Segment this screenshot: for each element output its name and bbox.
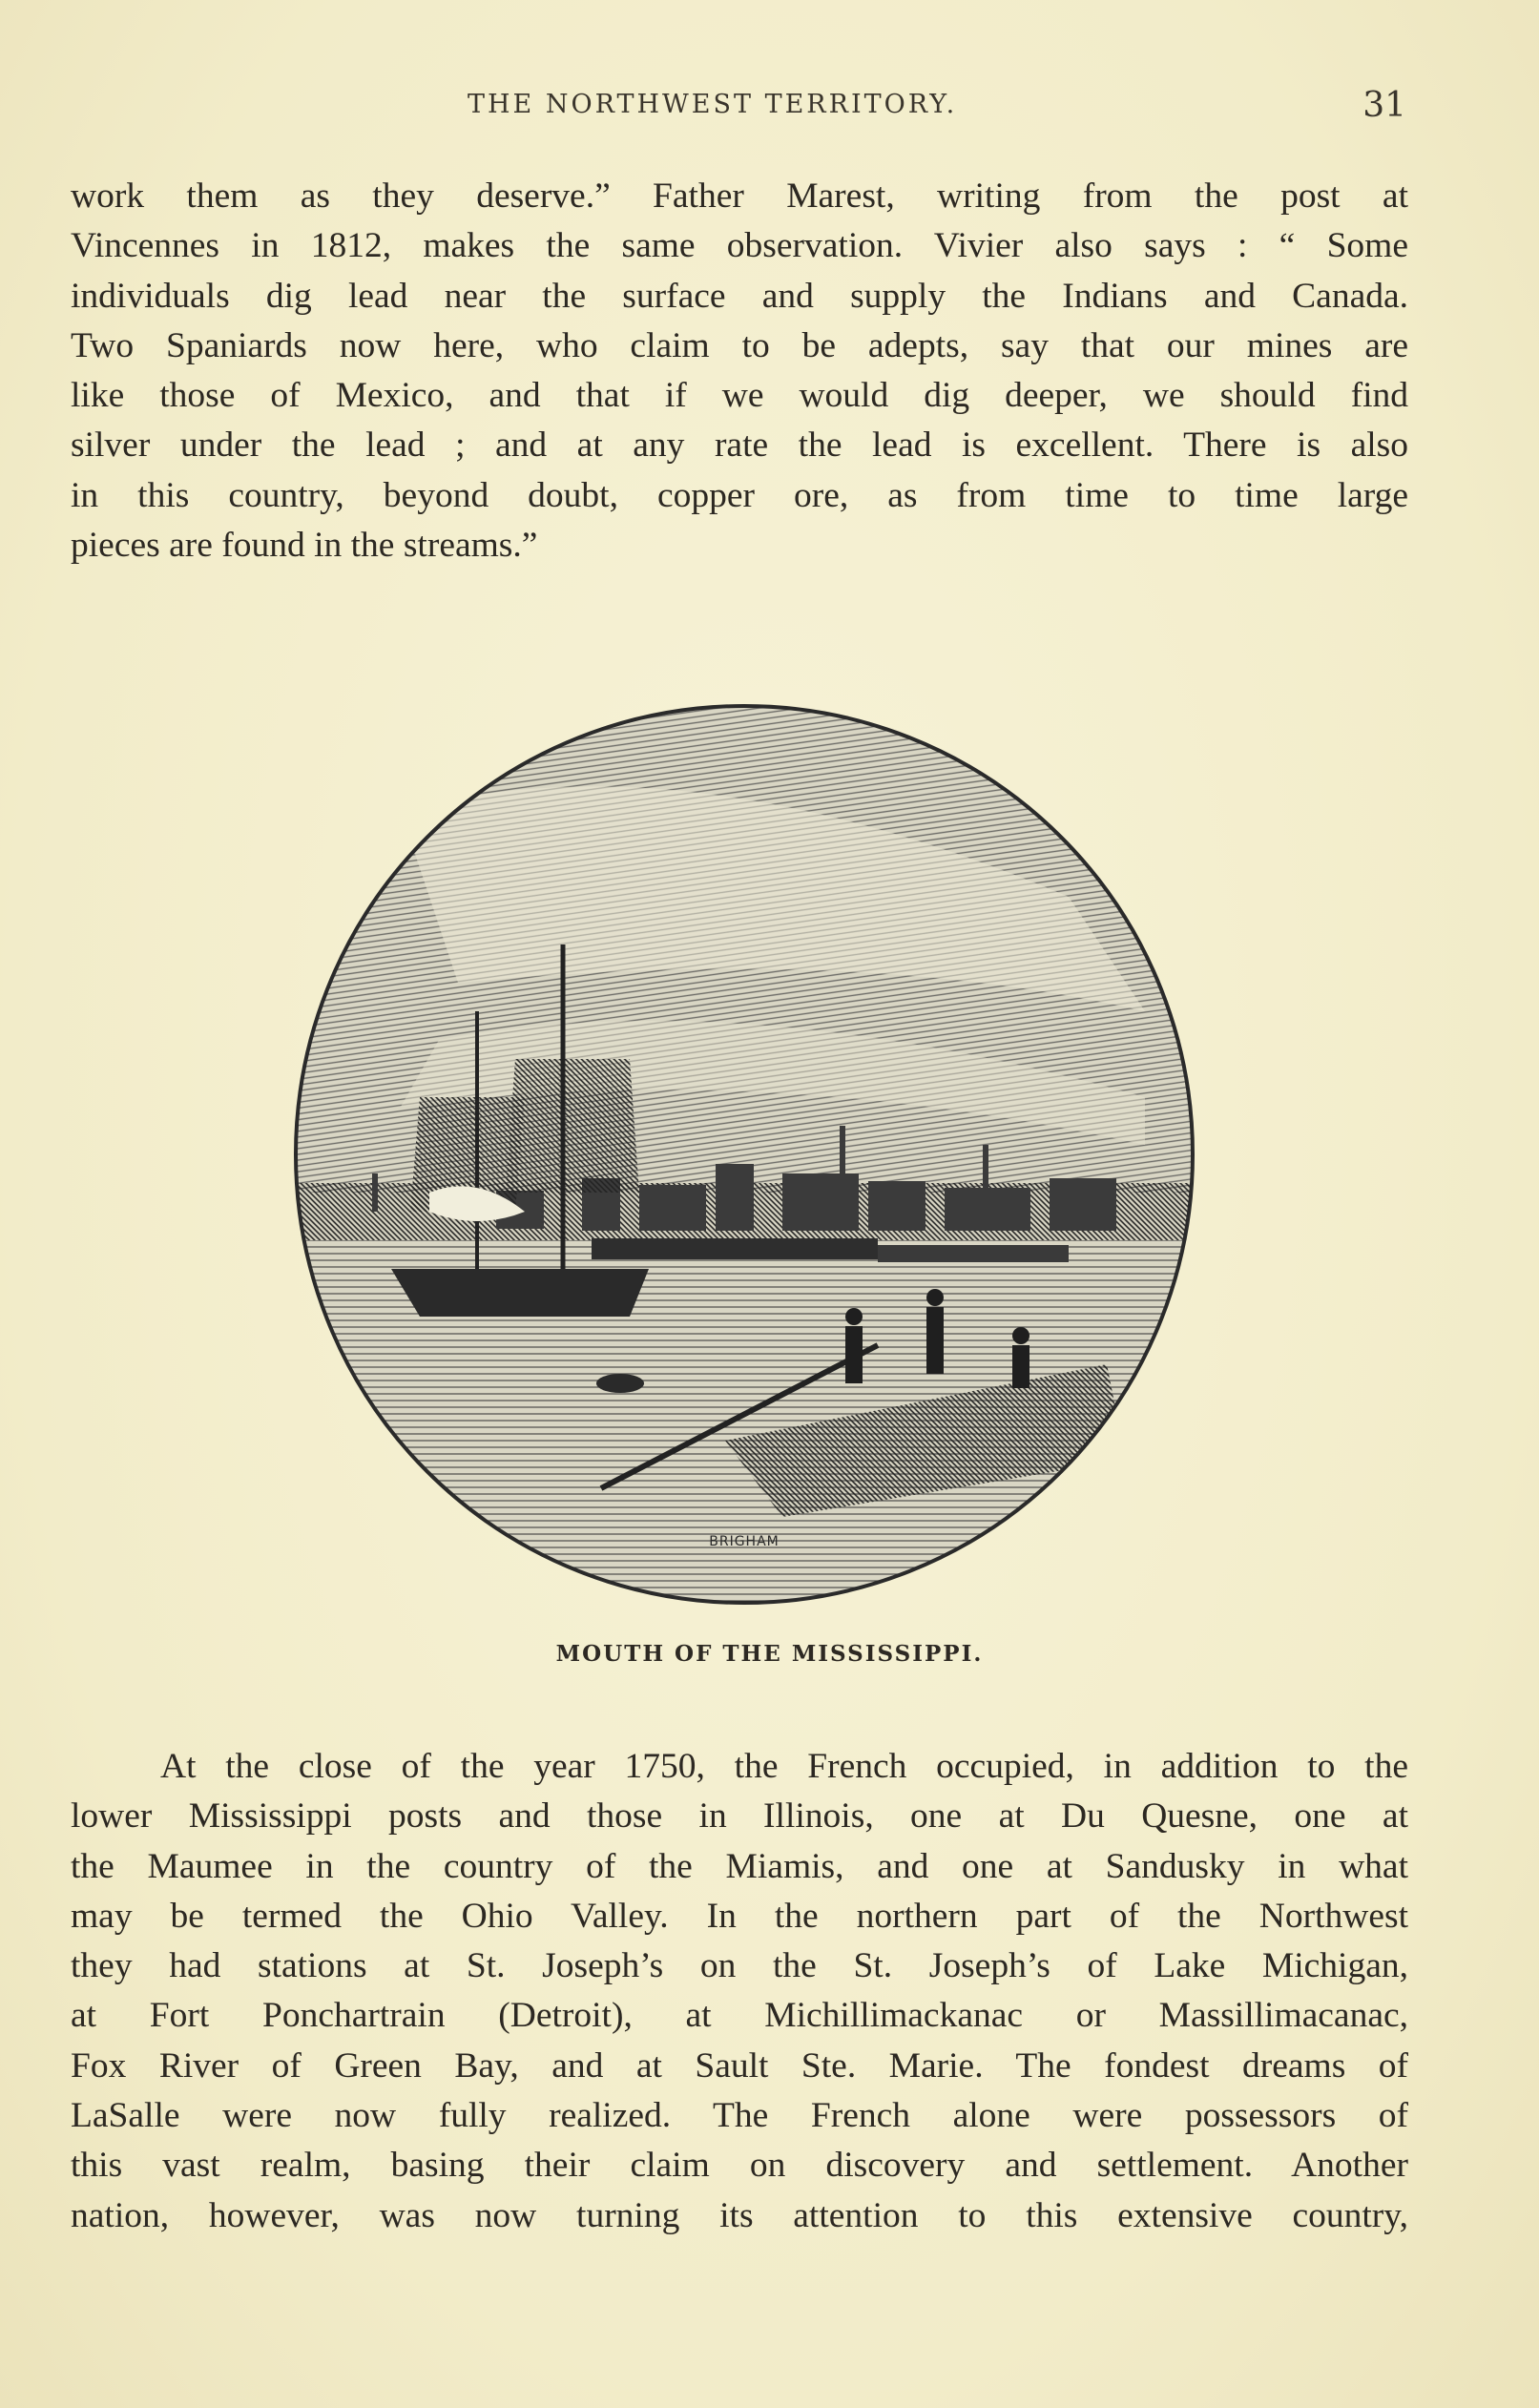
text-line: at Fort Ponchartrain (Detroit), at Michillimackanac or Massillimacanac, xyxy=(71,1996,1408,2036)
text-line: this vast realm, basing their claim on discovery and settlement. Another xyxy=(71,2146,1408,2186)
text-line: silver under the lead ; and at any rate the lead is excellent. There is also xyxy=(71,426,1408,466)
engraver-signature: BRIGHAM xyxy=(709,1534,780,1549)
text-line: lower Mississippi posts and those in Illinois, one at Du Quesne, one at xyxy=(71,1796,1408,1837)
text-line: like those of Mexico, and that if we would dig deeper, we should find xyxy=(71,376,1408,416)
text-line: LaSalle were now fully realized. The French alone were possessors of xyxy=(71,2096,1408,2136)
text-line: At the close of the year 1750, the French occupied, in addition to the xyxy=(160,1747,1408,1786)
text-line: the Maumee in the country of the Miamis, and one at Sandusky in what xyxy=(71,1846,1408,1886)
running-head xyxy=(71,86,1406,128)
text-line: pieces are found in the streams.” xyxy=(71,526,538,566)
text-line: Two Spaniards now here, who claim to be adepts, say that our mines are xyxy=(71,325,1408,365)
text-line: they had stations at St. Joseph’s on the St. Joseph’s of Lake Michigan, xyxy=(71,1946,1408,1986)
text-line: work them as they deserve.” Father Marest, writing from the post at xyxy=(71,176,1408,216)
running-head-title: THE NORTHWEST TERRITORY. xyxy=(468,90,958,119)
figure-caption: MOUTH OF THE MISSISSIPPI. xyxy=(555,1641,984,1667)
engraving-illustration xyxy=(286,696,1202,1612)
text-line: in this country, beyond doubt, copper ore, as from time to time large xyxy=(71,475,1408,515)
text-line: may be termed the Ohio Valley. In the northern part of the Northwest xyxy=(71,1896,1408,1936)
paragraph-1 xyxy=(71,172,1408,571)
paragraph-2 xyxy=(71,1742,1408,2241)
text-line: nation, however, was now turning its attention to this extensive country, xyxy=(71,2195,1408,2235)
text-line: Vincennes in 1812, makes the same observation. Vivier also says : “ Some xyxy=(71,226,1408,266)
engraving-svg xyxy=(286,696,1202,1612)
page-number: 31 xyxy=(1362,86,1406,125)
text-line: individuals dig lead near the surface and supply the Indians and Canada. xyxy=(71,276,1408,316)
text-line: Fox River of Green Bay, and at Sault Ste. Marie. The fondest dreams of xyxy=(71,2045,1408,2086)
